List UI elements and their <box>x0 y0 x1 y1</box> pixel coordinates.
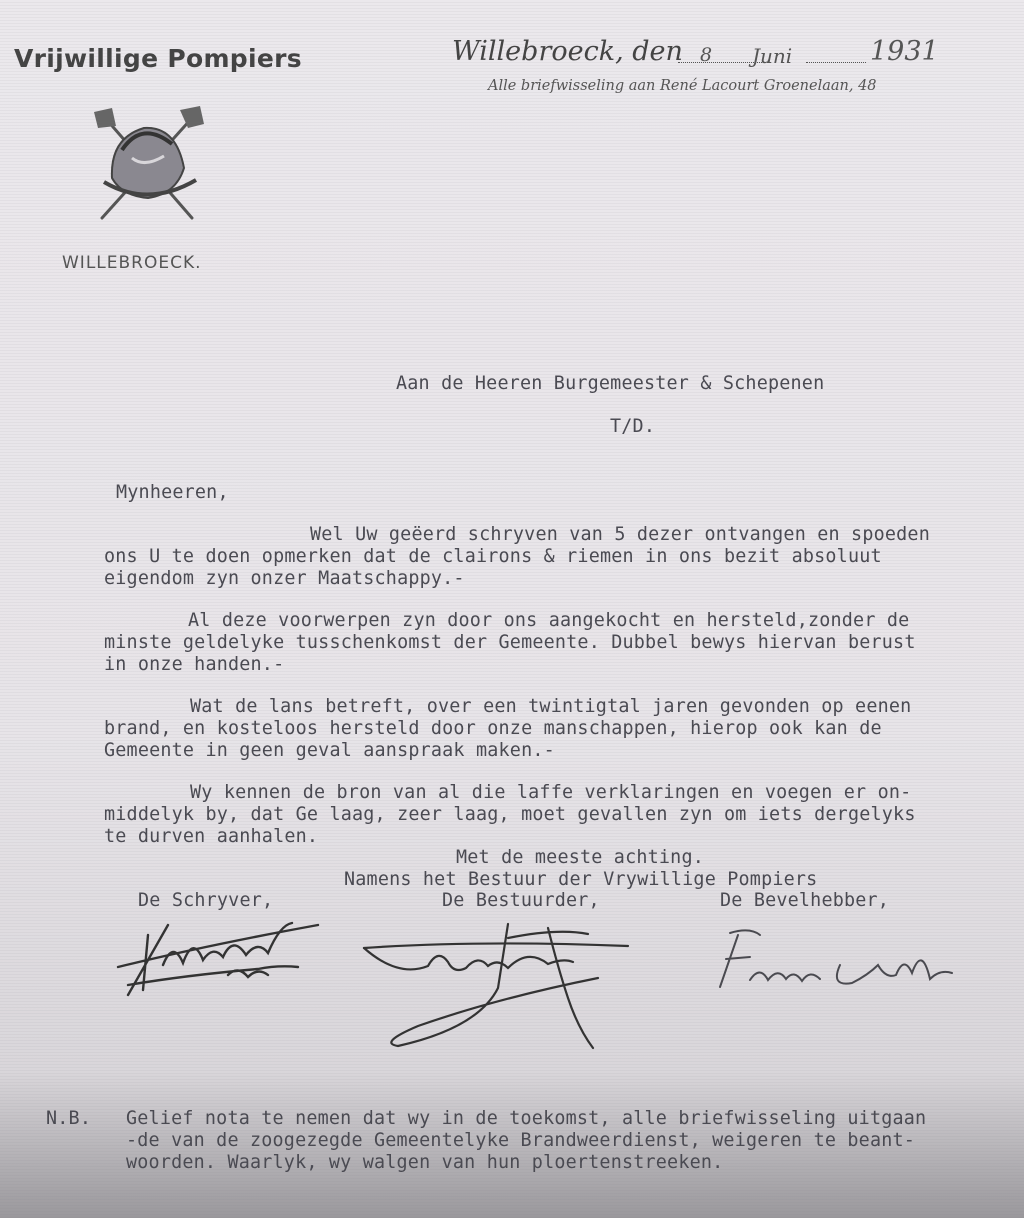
body-line: Wel Uw geëerd schryven van 5 dezer ontvangen en spoeden <box>310 524 930 545</box>
body-line: in onze handen.- <box>104 654 285 675</box>
postscript-line: -de van de zoogezegde Gemeentelyke Brandweerdienst, weigeren te beant- <box>126 1130 916 1151</box>
body-line: eigendom zyn onzer Maatschappy.- <box>104 568 465 589</box>
body-line: Wy kennen de bron van al die laffe verklaringen en voegen er on- <box>190 782 912 803</box>
body-line: Al deze voorwerpen zyn door ons aangekocht en hersteld,zonder de <box>188 610 910 631</box>
letterhead-town: WILLEBROECK. <box>62 253 202 273</box>
body-line: Wat de lans betreft, over een twintigtal jaren gevonden op eenen <box>190 696 912 717</box>
date-year: 1931 <box>870 36 939 67</box>
signatory-writer: De Schryver, <box>138 890 274 911</box>
letterhead-organization: Vrijwillige Pompiers <box>14 44 302 73</box>
commander-signature-icon <box>690 925 970 995</box>
postscript-line: Gelief nota te nemen dat wy in de toekomst, alle briefwisseling uitgaan <box>126 1108 927 1129</box>
postscript-label: N.B. <box>46 1108 92 1129</box>
letterhead-place: Willebroeck, den <box>452 36 683 67</box>
firefighter-helmet-emblem-icon <box>72 98 222 228</box>
recipient-location: T/D. <box>610 416 656 437</box>
salutation: Mynheeren, <box>116 482 229 503</box>
recipient-line: Aan de Heeren Burgemeester & Schepenen <box>396 373 825 394</box>
postscript-line: woorden. Waarlyk, wy walgen van hun ploertenstreeken. <box>126 1152 724 1173</box>
signatory-commander: De Bevelhebber, <box>720 890 890 911</box>
closing-line: Met de meeste achting. <box>456 847 704 868</box>
writer-signature-icon <box>108 905 328 1005</box>
body-line: minste geldelyke tusschenkomst der Gemeente. Dubbel bewys hiervan berust <box>104 632 916 653</box>
body-line: middelyk by, dat Ge laag, zeer laag, moet gevallen zyn om iets dergelyks <box>104 804 916 825</box>
signatory-director: De Bestuurder, <box>442 890 600 911</box>
director-signature-icon <box>358 918 638 1053</box>
closing-line: Namens het Bestuur der Vrywillige Pompiers <box>344 869 818 890</box>
body-line: ons U te doen opmerken dat de clairons & riemen in ons bezit absoluut <box>104 546 882 567</box>
date-month: Juni <box>752 44 793 68</box>
correspondence-address: Alle briefwisseling aan René Lacourt Groenelaan, 48 <box>488 78 877 94</box>
date-day: 8 <box>700 44 713 66</box>
body-line: brand, en kosteloos hersteld door onze manschappen, hierop ook kan de <box>104 718 882 739</box>
body-line: te durven aanhalen. <box>104 826 319 847</box>
commander-signature-text: Frans Ceuts <box>690 994 697 995</box>
body-line: Gemeente in geen geval aanspraak maken.- <box>104 740 555 761</box>
date-month-line <box>806 62 866 63</box>
